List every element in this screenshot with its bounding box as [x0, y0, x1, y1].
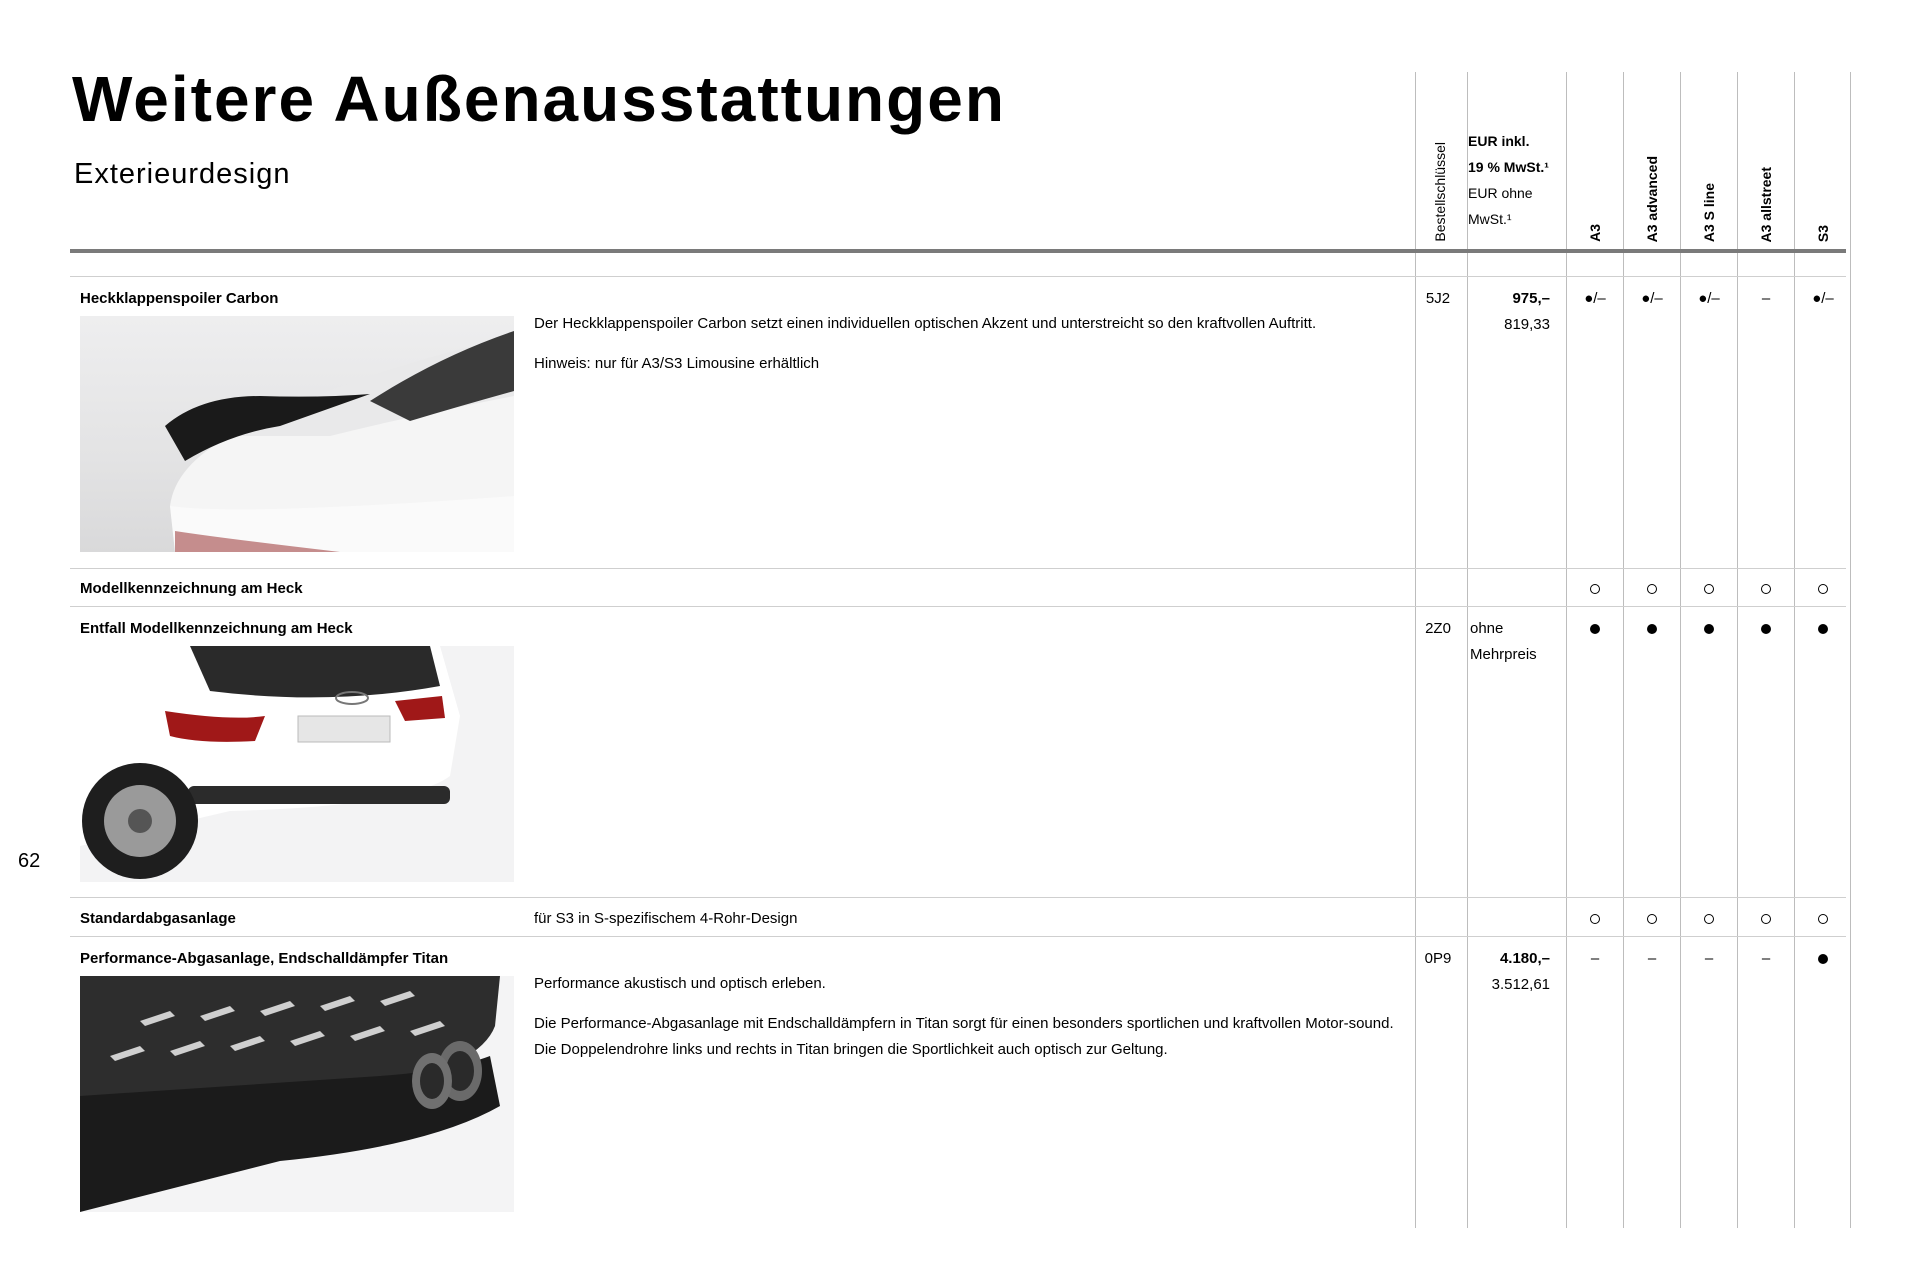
optional-ring-icon: [1704, 584, 1714, 594]
availability-mark: [1624, 910, 1680, 927]
availability-mark: [1624, 620, 1680, 637]
column-divider: [1737, 72, 1738, 1228]
order-code: 0P9: [1424, 950, 1452, 967]
price-incl-label: 19 % MwSt.¹: [1468, 159, 1549, 175]
row-divider: [70, 606, 1846, 607]
price: [1466, 286, 1550, 338]
availability-mark: [1795, 950, 1851, 967]
price-excl-label: EUR ohne: [1468, 185, 1533, 201]
availability-mark: [1624, 580, 1680, 597]
price-excl-vat: Mehrpreis: [1470, 646, 1537, 663]
availability-mark: ●/–: [1812, 290, 1834, 307]
price-excl-vat: 819,33: [1504, 316, 1550, 333]
optional-ring-icon: [1590, 914, 1600, 924]
optional-ring-icon: [1704, 914, 1714, 924]
column-header-model: A3 allstreet: [1758, 166, 1774, 242]
standard-dot-icon: [1704, 624, 1714, 634]
description-text: Performance akustisch und optisch erleben.: [534, 975, 826, 992]
price-incl-vat: ohne: [1470, 620, 1504, 637]
availability-mark: [1738, 910, 1794, 927]
price-incl-vat: 4.180,–: [1499, 950, 1550, 967]
standard-dot-icon: [1647, 624, 1657, 634]
row-title: Performance-Abgasanlage, Endschalldämpfer Titan: [80, 950, 449, 967]
column-header-model: A3: [1587, 224, 1603, 242]
row-description: [534, 311, 1414, 391]
row-title: Entfall Modellkennzeichnung am Heck: [80, 620, 353, 637]
availability-mark: –: [1761, 290, 1771, 307]
titanium-exhaust-photo: [80, 976, 514, 1212]
availability-mark: [1795, 620, 1851, 637]
availability-mark: –: [1590, 950, 1600, 967]
standard-dot-icon: [1590, 624, 1600, 634]
row-description: [534, 971, 1414, 1077]
availability-mark: ●/–: [1584, 290, 1606, 307]
availability-mark: [1738, 620, 1794, 637]
column-header-model: S3: [1815, 224, 1831, 242]
availability-mark: [1567, 620, 1623, 637]
page-subtitle: Exterieurdesign: [74, 158, 291, 190]
rear-without-badge-photo: [80, 646, 514, 882]
availability-mark: –: [1647, 950, 1657, 967]
description-note: Hinweis: nur für A3/S3 Limousine erhältlich: [534, 355, 820, 372]
standard-dot-icon: [1761, 624, 1771, 634]
column-divider: [1850, 72, 1851, 1228]
availability-mark: [1681, 910, 1737, 927]
price: [1470, 616, 1560, 668]
row-divider: [70, 568, 1846, 569]
order-code: 5J2: [1425, 290, 1451, 307]
page-title: Weitere Außenausstattungen: [72, 63, 1006, 135]
optional-ring-icon: [1590, 584, 1600, 594]
availability-mark: [1681, 620, 1737, 637]
availability-mark: [1681, 580, 1737, 597]
description-text: für S3 in S-spezifischem 4-Rohr-Design: [534, 910, 798, 927]
optional-ring-icon: [1818, 914, 1828, 924]
row-title: Heckklappenspoiler Carbon: [80, 290, 279, 307]
column-divider: [1467, 72, 1468, 1228]
availability-mark: –: [1761, 950, 1771, 967]
row-divider: [70, 276, 1846, 277]
column-header-price: [1468, 128, 1549, 232]
optional-ring-icon: [1818, 584, 1828, 594]
column-header-model: A3 S line: [1701, 182, 1717, 242]
row-title: Modellkennzeichnung am Heck: [80, 580, 303, 597]
page-number: 62: [18, 850, 41, 872]
column-divider: [1415, 72, 1416, 1228]
rear-spoiler-carbon-photo: [80, 316, 514, 552]
availability-mark: ●/–: [1698, 290, 1720, 307]
column-header-code: Bestellschlüssel: [1432, 142, 1448, 242]
price-excl-vat: 3.512,61: [1491, 976, 1550, 993]
header-rule: [70, 249, 1846, 253]
price-excl-label: MwSt.¹: [1468, 211, 1512, 227]
row-divider: [70, 897, 1846, 898]
column-divider: [1794, 72, 1795, 1228]
price-incl-label: EUR inkl.: [1468, 133, 1530, 149]
availability-mark: ●/–: [1641, 290, 1663, 307]
standard-dot-icon: [1818, 624, 1828, 634]
availability-mark: [1567, 580, 1623, 597]
optional-ring-icon: [1761, 584, 1771, 594]
availability-mark: [1738, 580, 1794, 597]
optional-ring-icon: [1647, 584, 1657, 594]
description-text: Der Heckklappenspoiler Carbon setzt einen individuellen optischen Akzent und unterstreicht so den kraftvollen Auftritt.: [534, 315, 1317, 332]
optional-ring-icon: [1761, 914, 1771, 924]
column-divider: [1566, 72, 1567, 1228]
availability-mark: –: [1704, 950, 1714, 967]
price-incl-vat: 975,–: [1512, 290, 1550, 307]
availability-mark: [1795, 910, 1851, 927]
description-text: Die Performance-Abgasanlage mit Endschalldämpfern in Titan sorgt für einen besonders sportlichen und kraftvollen Motor-sound. Die Doppelendrohre links und rechts in Titan bringen die Sportlichkeit auch optisch zur Geltung.: [534, 1015, 1394, 1058]
optional-ring-icon: [1647, 914, 1657, 924]
price: [1466, 946, 1550, 998]
column-divider: [1680, 72, 1681, 1228]
column-divider: [1623, 72, 1624, 1228]
order-code: 2Z0: [1425, 620, 1451, 637]
column-header-model: A3 advanced: [1644, 155, 1660, 242]
row-title: Standardabgasanlage: [80, 910, 236, 927]
availability-mark: [1795, 580, 1851, 597]
standard-dot-icon: [1818, 954, 1828, 964]
availability-mark: [1567, 910, 1623, 927]
row-description: [534, 906, 1414, 946]
